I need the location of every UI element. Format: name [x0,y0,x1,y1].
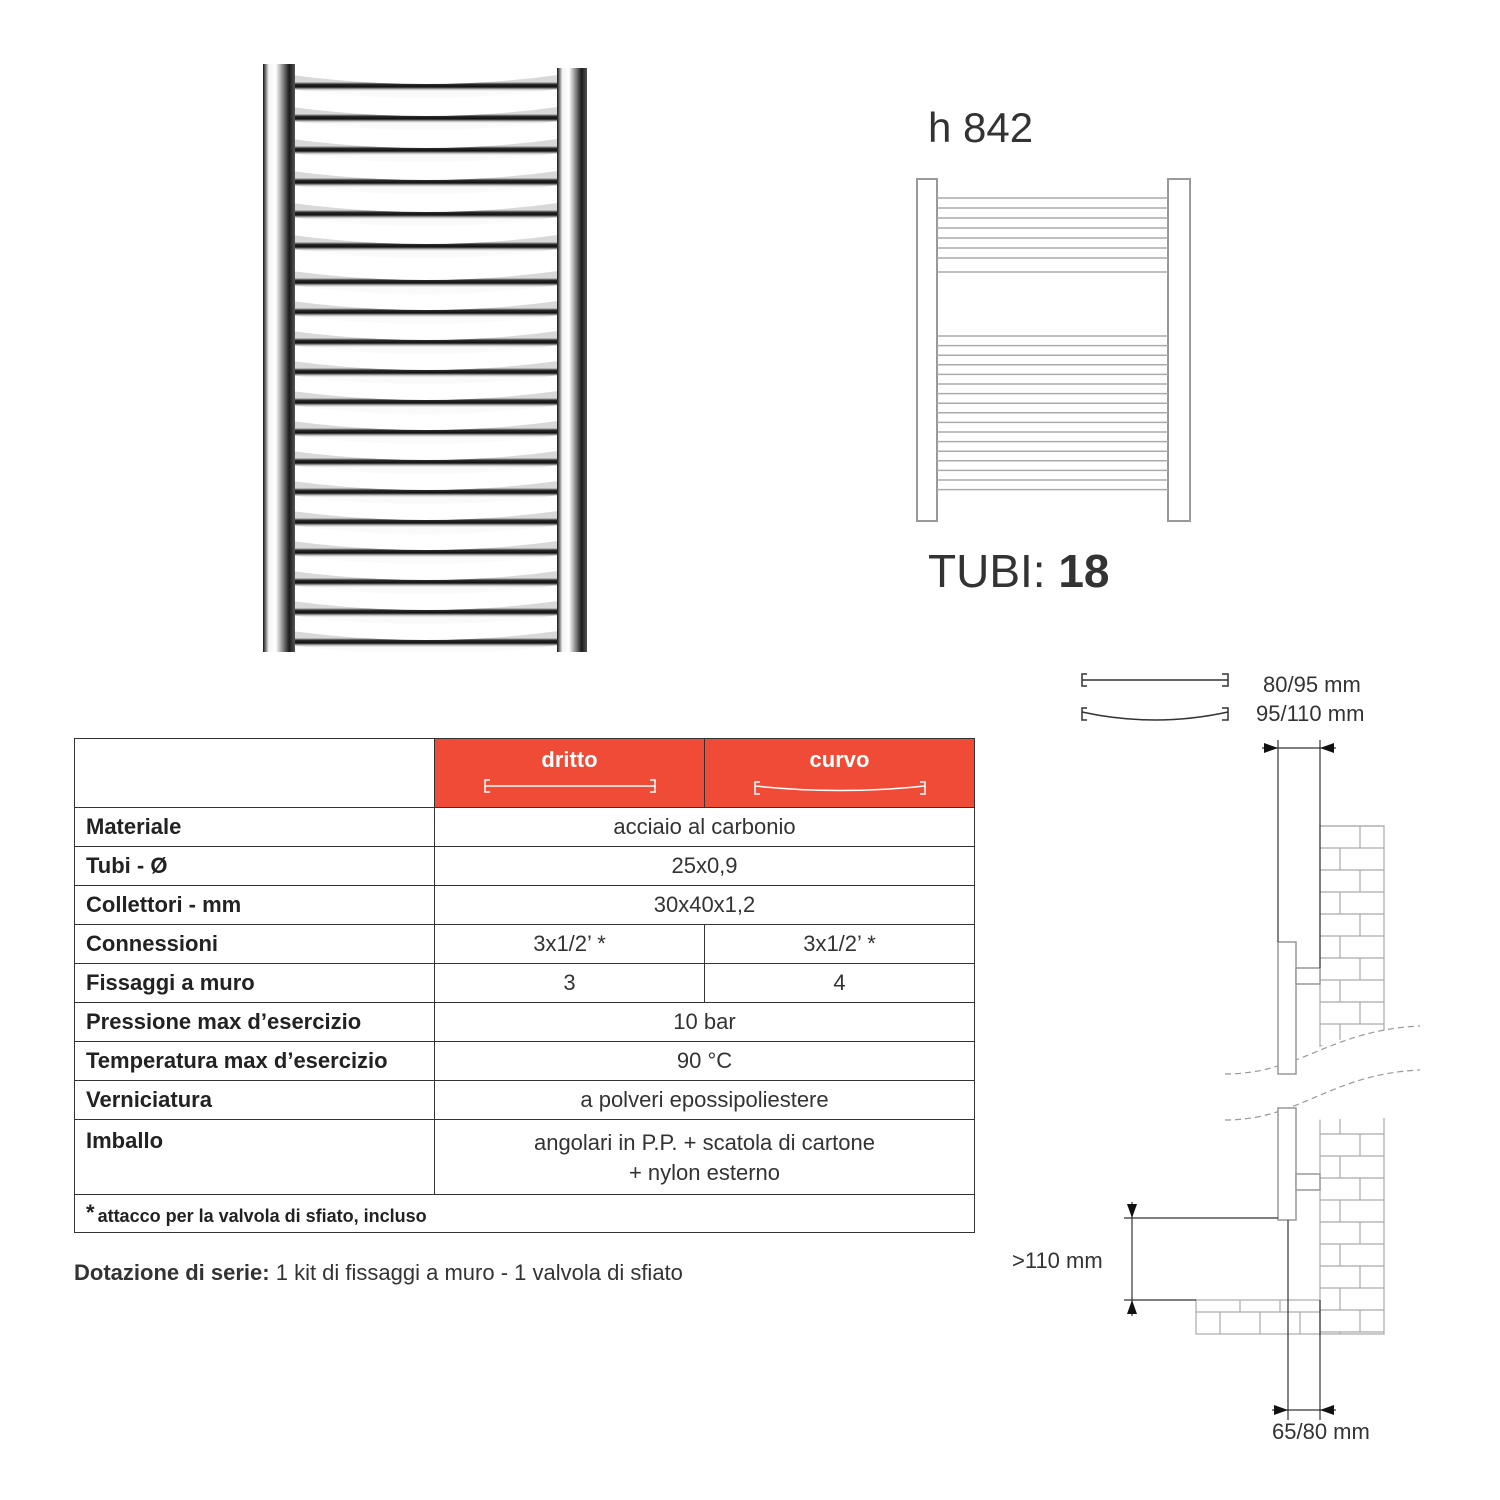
photo-tube [291,548,559,557]
table-row [75,808,975,847]
row-label: Collettori - mm [75,886,435,925]
table-row [75,964,975,1003]
photo-tube [291,488,559,497]
row-value-curvo: 4 [705,964,975,1003]
straight-profile-icon [484,777,656,795]
row-label: Tubi - Ø [75,847,435,886]
table-row [75,925,975,964]
photo-tube [291,308,559,317]
table-row [75,1003,975,1042]
standard-equipment-note [74,1260,683,1286]
photo-tube [291,518,559,527]
row-value: 10 bar [435,1003,975,1042]
table-row [75,1120,975,1195]
table-corner-cell [75,739,435,808]
photo-tube [291,428,559,437]
standard-equipment-text: 1 kit di fissaggi a muro - 1 valvola di sfiato [275,1260,683,1285]
tubes-count-value: 18 [1058,545,1110,597]
photo-tube [291,242,559,251]
row-value: angolari in P.P. + scatola di cartone + nylon esterno [435,1120,975,1195]
row-label: Materiale [75,808,435,847]
row-value: acciaio al carbonio [435,808,975,847]
table-header-row [75,739,975,808]
column-header-dritto: dritto [435,739,705,808]
photo-tube [291,398,559,407]
straight-profile-symbol [1082,674,1228,686]
floor-section [1196,1300,1320,1334]
table-row [75,1042,975,1081]
wall-distance-label: 65/80 mm [1272,1419,1370,1444]
photo-tube [291,146,559,155]
radiator-outline-drawing [914,176,1194,526]
table-footnote-row [75,1195,975,1233]
photo-tube [291,178,559,187]
photo-tube [291,338,559,347]
standard-equipment-label: Dotazione di serie: [74,1260,270,1285]
photo-tube [291,368,559,377]
curved-depth-label: 95/110 mm [1256,701,1365,726]
floor-clearance-label: >110 mm [1012,1248,1103,1273]
photo-tube [291,210,559,219]
row-label: Fissaggi a muro [75,964,435,1003]
row-value-dritto: 3 [435,964,705,1003]
photo-tube [291,638,559,647]
row-value: 30x40x1,2 [435,886,975,925]
curved-profile-symbol [1082,708,1228,720]
table-row [75,847,975,886]
row-label: Pressione max d’esercizio [75,1003,435,1042]
tubes-count-label: TUBI: 18 [928,545,1110,597]
curved-profile-icon [754,777,926,799]
mounting-diagram [1000,660,1460,1460]
photo-tube [291,114,559,123]
row-value-curvo: 3x1/2’ * [705,925,975,964]
row-label: Imballo [75,1120,435,1195]
spec-table [74,738,975,1233]
radiator-photo [255,60,600,652]
row-label: Verniciatura [75,1081,435,1120]
table-row [75,1081,975,1120]
table-row [75,886,975,925]
column-header-curvo: curvo [705,739,975,808]
photo-tube [291,278,559,287]
height-label: h 842 [928,104,1034,151]
row-label: Connessioni [75,925,435,964]
table-footnote: * attacco per la valvola di sfiato, incluso [75,1195,975,1233]
straight-depth-label: 80/95 mm [1263,672,1361,697]
photo-tube [291,82,559,91]
row-value: a polveri epossipoliestere [435,1081,975,1120]
photo-tube [291,578,559,587]
row-label: Temperatura max d’esercizio [75,1042,435,1081]
photo-tube [291,458,559,467]
row-value: 90 °C [435,1042,975,1081]
row-value: 25x0,9 [435,847,975,886]
photo-tube [291,608,559,617]
row-value-dritto: 3x1/2’ * [435,925,705,964]
